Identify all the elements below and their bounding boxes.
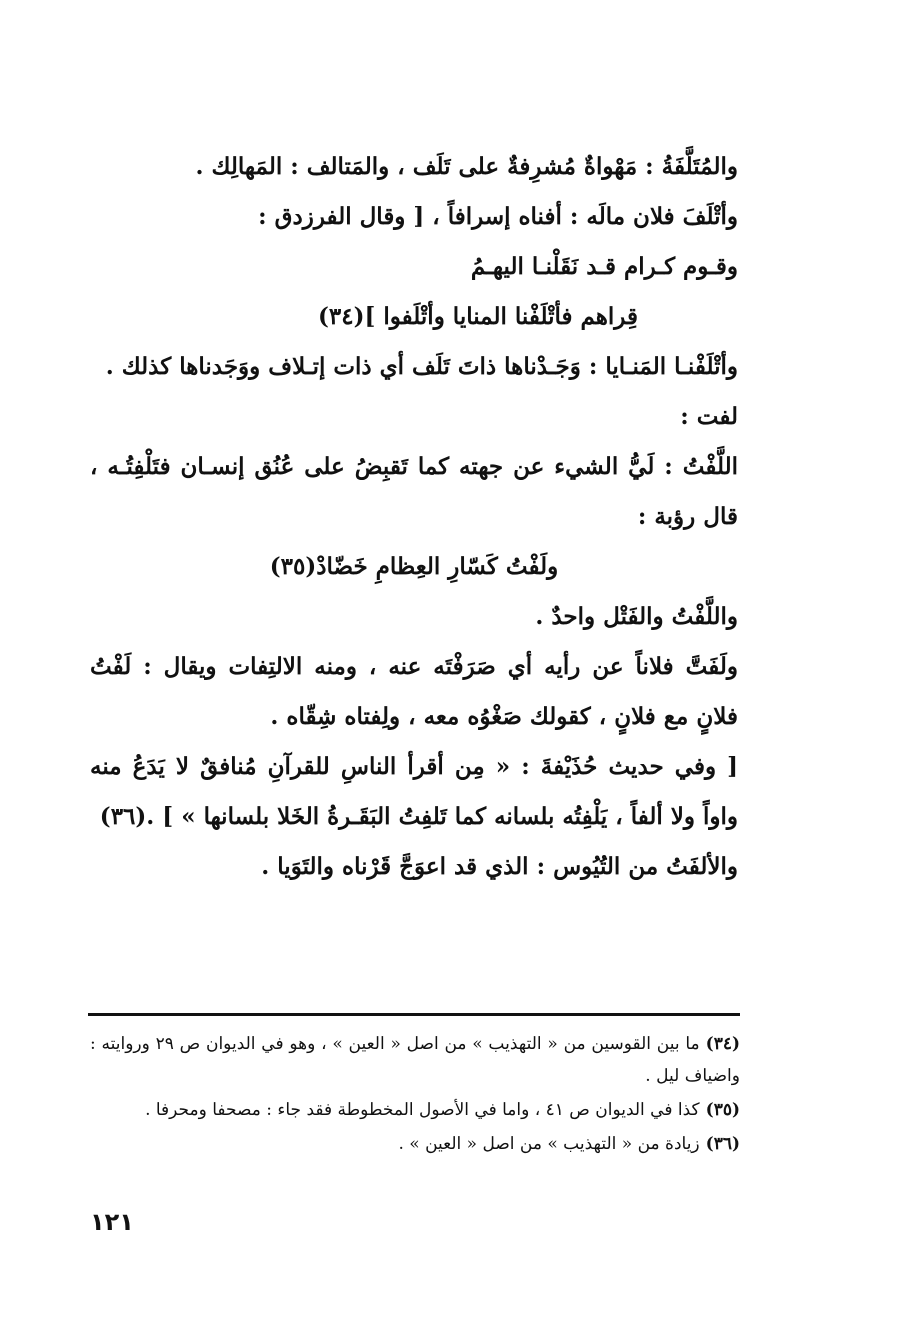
page-number: ١٢١: [90, 1208, 134, 1236]
verse-line: ولَفْتُ كَسّارِ العِظامِ خَضّادْ(٣٥): [269, 553, 559, 580]
main-text: [90, 142, 738, 892]
entry-paragraph: [ وفي حديث حُذَيْفةَ : « مِن أقرأ الناسِ للقرآنِ مُنافقٌ لا يَدَعُ منه واواً ولا ألفاً ، يَلْفِتُه بلسانه كما تَلفِتُ البَقَـرةُ الخَلا بلسانها » ] .(٣٦): [90, 753, 738, 830]
footnotes: [90, 1028, 740, 1162]
section-heading: لفت :: [680, 403, 738, 430]
footnote: [90, 1028, 740, 1092]
footnote-text: ما بين القوسين من « التهذيب » من اصل « العين » ، وهو في الديوان ص ٢٩ وروايته : واضياف ليل .: [90, 1034, 740, 1086]
footnote: [90, 1128, 740, 1160]
footnote-divider: [88, 1013, 740, 1016]
entry-paragraph: اللَّفْتُ : لَيُّ الشيء عن جهته كما تَقبِضُ على عُنُق إنسـان فتَلْفِتُـه ، قال رؤبة :: [90, 453, 738, 530]
entry-line: والمُتَلَّفَةُ : مَهْواةٌ مُشرِفةٌ على تَلَف ، والمَتالف : المَهالِك .: [195, 153, 738, 180]
footnote-number: (٣٥): [705, 1100, 740, 1120]
entry-paragraph: وأتْلَفْنـا المَنـايا : وَجَـدْناها ذاتَ تَلَف أي ذات إتـلاف ووَجَدناها كذلك .: [105, 353, 738, 380]
entry-line: وأتْلَفَ فلان مالَه : أفناه إسرافاً ، [ وقال الفرزدق :: [258, 203, 738, 230]
footnote-number: (٣٦): [705, 1134, 740, 1154]
entry-paragraph: والألفَتُ من التُيُوس : الذي قد اعوَجَّ قَرْناه والتَوَيا .: [261, 853, 738, 880]
footnote: [90, 1094, 740, 1126]
footnote-text: زيادة من « التهذيب » من اصل « العين » .: [398, 1134, 700, 1154]
verse-line: قِراهم فأتْلَفْنا المنايا وأتْلَفوا ](٣٤): [318, 303, 638, 330]
entry-paragraph: ولَفَتَّ فلاناً عن رأيه أي صَرَفْتَه عنه ، ومنه الالتِفات ويقال : لَفْتُ فلانٍ مع فلانٍ ، كقولك صَغْوُه معه ، ولِفتاه شِقّاه .: [90, 653, 738, 730]
footnote-text: كذا في الديوان ص ٤١ ، واما في الأصول المخطوطة فقد جاء : مصحفا ومحرفا .: [145, 1100, 700, 1120]
footnote-number: (٣٤): [705, 1034, 740, 1054]
verse-line: وقـوم كـرام قـد نَقَلْنـا اليهـمُ: [470, 253, 738, 280]
entry-paragraph: واللَّفْتُ والفَتْل واحدٌ .: [535, 603, 738, 630]
